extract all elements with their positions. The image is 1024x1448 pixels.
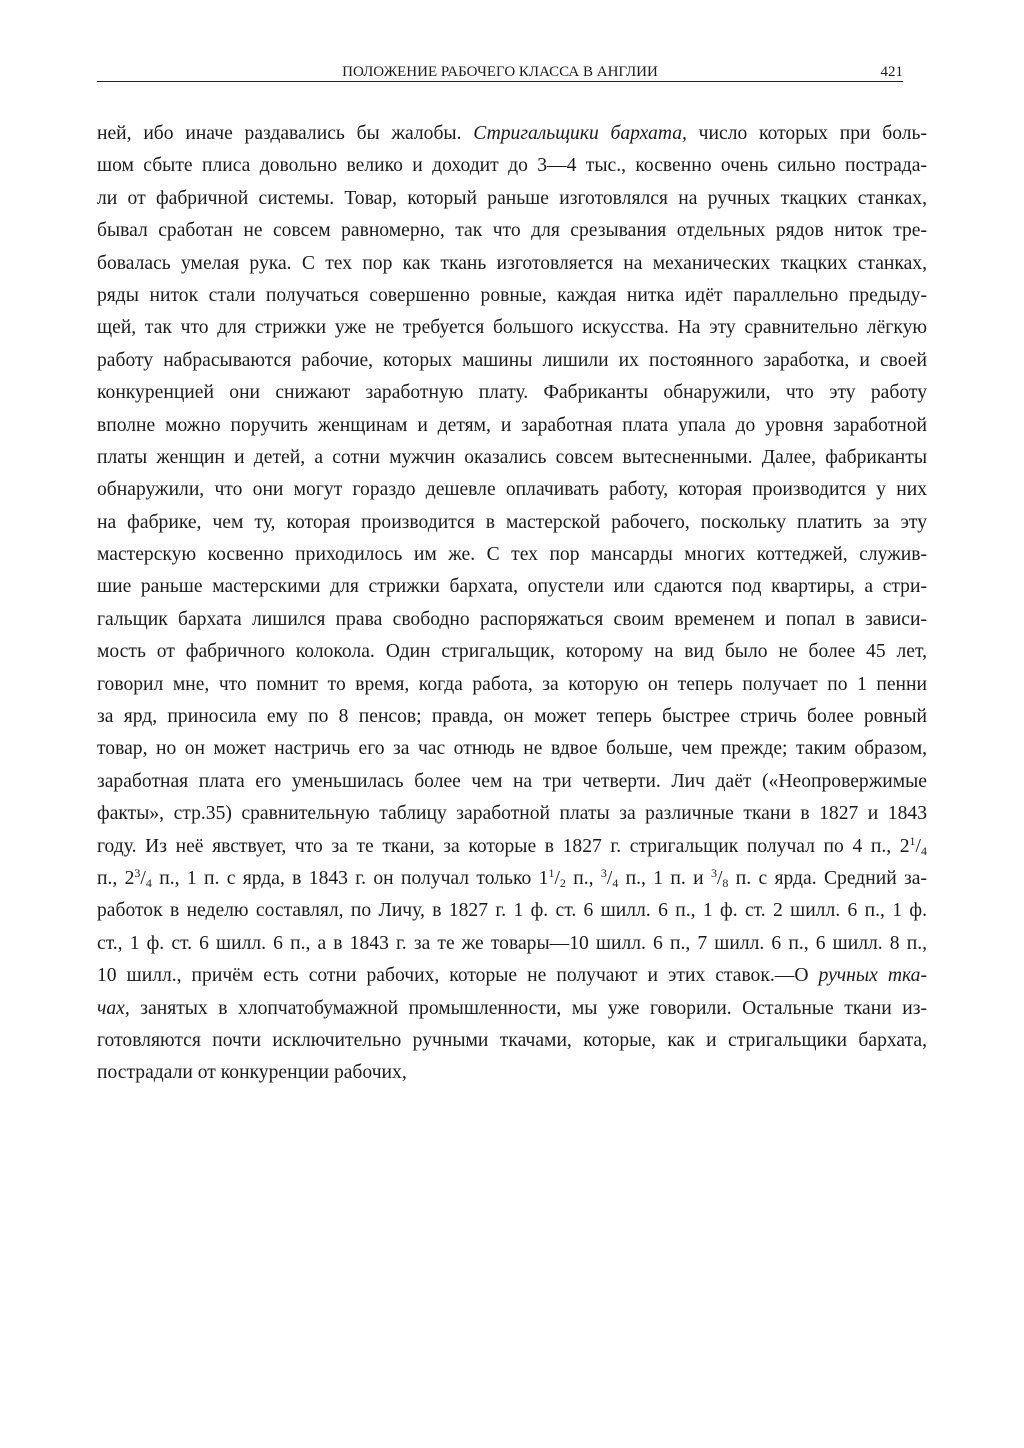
text-line: году. Из неё явствует, что за те ткани, за которые в 1827 г. стригальщик получал по 4 п., $2^1/_4$ — [97, 833, 927, 858]
text-line: мастерскую косвенно приходилось им же. С тех пор мансарды многих коттеджей, служив- — [97, 544, 927, 566]
italic-term: ручных тка- — [818, 965, 927, 987]
running-header — [97, 61, 903, 82]
fraction-denominator: 2 — [559, 875, 566, 890]
text-line: шие раньше мастерскими для стрижки бархата, опустели или сдаются под квартиры, а стри- — [97, 576, 927, 598]
text-line: платы женщин и детей, а сотни мужчин оказались совсем вытесненными. Далее, фабриканты — [97, 446, 927, 468]
running-title: ПОЛОЖЕНИЕ РАБОЧЕГО КЛАССА В АНГЛИИ — [342, 64, 658, 80]
text-line: ли от фабричной системы. Товар, который раньше изготовлялся на ручных ткацких станках, — [97, 187, 927, 209]
fraction-denominator: 4 — [145, 875, 152, 890]
text-line: мость от фабричного колокола. Один стригальщик, которому на вид было не более 45 лет, — [97, 641, 927, 663]
fraction-denominator: 8 — [722, 875, 729, 890]
text-line: готовляются почти исключительно ручными ткачами, которые, как и стригальщики бархата, — [97, 1029, 927, 1051]
text-line: факты», стр.35) сравнительную таблицу заработной платы за различные ткани в 1827 и 1843 — [97, 803, 927, 825]
text-line: п., $2^3/_4$ п., 1 п. с ярда, в 1843 г. он получал только $1^1/_2$ п., $^3/_4$ п., 1 п. и $^3/_8$ п. с ярда. Средний за- — [97, 865, 927, 890]
text-line: товар, но он может настричь его за час отнюдь не вдвое больше, чем прежде; таким образом, — [97, 738, 927, 760]
text-line: за ярд, приносила ему по 8 пенсов; правда, он может теперь быстрее стричь более ровный — [97, 706, 927, 728]
text-line: бовалась умелая рука. С тех пор как ткань изготовляется на механических ткацких станках, — [97, 252, 927, 274]
text-line: щей, так что для стрижки уже не требуется большого искусства. На эту сравнительно лёгкую — [97, 317, 927, 339]
text-line: ряды ниток стали получаться совершенно ровные, каждая нитка идёт параллельно предыду- — [97, 284, 927, 306]
fraction-denominator: 4 — [612, 875, 619, 890]
text-line: конкуренцией они снижают заработную плату. Фабриканты обнаружили, что эту работу — [97, 382, 927, 404]
page-number: 421 — [880, 64, 903, 80]
text-line: шом сбыте плиса довольно велико и доходит до 3—4 тыс., косвенно очень сильно пострада- — [97, 155, 927, 177]
text-line: работок в неделю составлял, по Личу, в 1827 г. 1 ф. ст. 6 шилл. 6 п., 1 ф. ст. 2 шилл. 6 п., 1 ф. — [97, 900, 927, 922]
text-line: работу набрасываются рабочие, которых машины лишили их постоянного заработка, и своей — [97, 349, 927, 371]
body-paragraph — [97, 118, 927, 1090]
fraction-numerator: 1 — [909, 833, 916, 848]
text-line: 10 шилл., причём есть сотни рабочих, которые не получают и этих ставок.—О ручных тка- — [97, 965, 927, 987]
text-line: вполне можно поручить женщинам и детям, и заработная плата упала до уровня заработной — [97, 414, 927, 436]
fraction-numerator: 3 — [710, 865, 717, 880]
text-line: ст., 1 ф. ст. 6 шилл. 6 п., а в 1843 г. за те же товары—10 шилл. 6 п., 7 шилл. 6 п., 6 шилл. 8 п., — [97, 932, 927, 954]
fraction-numerator: 1 — [548, 865, 555, 880]
text-line: обнаружили, что они могут гораздо дешевле оплачивать работу, которая производится у них — [97, 479, 927, 501]
text-line: чах, занятых в хлопчатобумажной промышленности, мы уже говорили. Остальные ткани из- — [97, 997, 927, 1019]
text-line: говорил мне, что помнит то время, когда работа, за которую он теперь получает по 1 пенни — [97, 673, 927, 695]
text-line: ней, ибо иначе раздавались бы жалобы. Стригальщики бархата, число которых при боль- — [97, 123, 927, 144]
fraction-denominator: 4 — [921, 843, 927, 858]
italic-term: Стригальщики бархата, — [473, 123, 687, 144]
fraction-numerator: 3 — [600, 865, 607, 880]
text-line: гальщик бархата лишился права свободно распоряжаться своим временем и попал в зависи- — [97, 608, 927, 630]
text-line: на фабрике, чем ту, которая производится в мастерской рабочего, поскольку платить за эту — [97, 511, 927, 533]
text-line: бывал сработан не совсем равномерно, так что для срезывания отдельных рядов ниток тре- — [97, 220, 927, 242]
italic-term: чах, — [97, 997, 130, 1019]
text-line: пострадали от конкуренции рабочих, — [97, 1062, 407, 1084]
text-line: заработная плата его уменьшилась более чем на три четверти. Лич даёт («Неопровержимые — [97, 770, 927, 792]
fraction-numerator: 3 — [134, 865, 141, 880]
